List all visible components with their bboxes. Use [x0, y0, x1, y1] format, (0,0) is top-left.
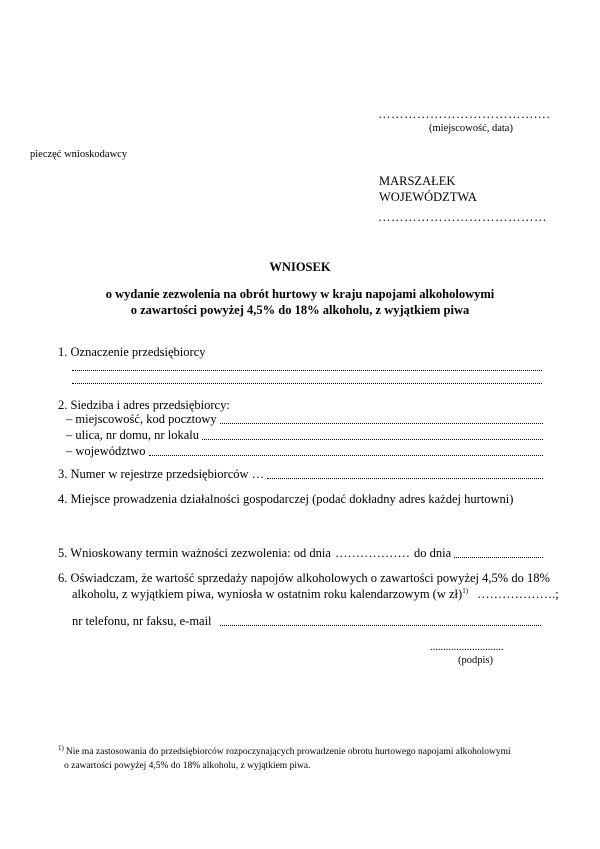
- recipient-line1: MARSZAŁEK: [379, 174, 456, 188]
- section-6-line2: [72, 586, 559, 602]
- section-1-fill-line-1[interactable]: [72, 370, 542, 372]
- section-3-row[interactable]: [58, 466, 543, 482]
- contact-fill[interactable]: [220, 624, 541, 626]
- recipient-line2: WOJEWÓDZTWA: [379, 190, 477, 204]
- section-6-line1: 6. Oświadczam, że wartość sprzedaży napojów alkoholowych o zawartości powyżej 4,5% do 18%: [58, 571, 550, 585]
- section-4-label: 4. Miejsce prowadzenia działalności gospodarczej (podać dokładny adres każdej hurtowni): [58, 492, 514, 506]
- footnote-marker: 1): [58, 743, 64, 752]
- signature-caption: (podpis): [458, 655, 493, 666]
- section-2-voivodeship-label: – województwo: [66, 444, 146, 458]
- section-5-to-label: do dnia: [413, 546, 452, 560]
- footnote-text-line1: Nie ma zastosowania do przedsiębiorców rozpoczynających prowadzenie obrotu hurtowego napojami alkoholowymi: [65, 747, 511, 757]
- document-subtitle-line1: o wydanie zezwolenia na obrót hurtowy w kraju napojami alkoholowymi: [105, 287, 495, 301]
- footnote-line2: o zawartości powyżej 4,5% do 18% alkoholu, z wyjątkiem piwa.: [64, 761, 311, 771]
- recipient-dots: …………………………………: [378, 210, 547, 224]
- document-subtitle-line2: o zawartości powyżej 4,5% do 18% alkoholu, z wyjątkiem piwa: [130, 303, 470, 317]
- section-3-fill[interactable]: [267, 477, 543, 479]
- section-3-label: 3. Numer w rejestrze przedsiębiorców …: [58, 467, 265, 481]
- section-6-footnote-ref: 1): [462, 586, 469, 595]
- section-2-city-label: – miejscowość, kod pocztowy: [66, 412, 217, 426]
- section-2-voivodeship-row[interactable]: [66, 443, 543, 459]
- footnote-line1: [58, 743, 511, 758]
- section-2-street-fill[interactable]: [202, 438, 543, 440]
- signature-dots[interactable]: ............................: [430, 642, 504, 653]
- contact-row[interactable]: [72, 613, 541, 629]
- section-5-from-dots[interactable]: ………………: [334, 546, 410, 560]
- contact-label: nr telefonu, nr faksu, e-mail: [72, 614, 212, 628]
- section-5-to-fill[interactable]: [454, 556, 543, 558]
- place-date-caption: (miejscowość, data): [429, 123, 513, 134]
- section-5-row[interactable]: [58, 545, 543, 561]
- section-1-label: 1. Oznaczenie przedsiębiorcy: [58, 345, 206, 359]
- section-2-city-row[interactable]: [66, 411, 543, 427]
- section-5-label: 5. Wnioskowany termin ważności zezwolenia: od dnia: [58, 546, 331, 560]
- stamp-label: pieczęć wnioskodawcy: [30, 149, 128, 160]
- place-date-dots: ……………………………….…: [378, 107, 551, 121]
- section-2-voivodeship-fill[interactable]: [149, 454, 544, 456]
- document-title: WNIOSEK: [269, 260, 331, 274]
- section-6-amount-dots[interactable]: ……………….;: [477, 587, 559, 601]
- section-2-city-fill[interactable]: [220, 422, 543, 424]
- section-2-street-row[interactable]: [66, 427, 543, 443]
- section-2-label: 2. Siedziba i adres przedsiębiorcy:: [58, 398, 230, 412]
- section-2-street-label: – ulica, nr domu, nr lokalu: [66, 428, 199, 442]
- section-6-line2-text: alkoholu, z wyjątkiem piwa, wyniosła w ostatnim roku kalendarzowym (w zł): [72, 587, 463, 601]
- section-1-fill-line-2[interactable]: [72, 383, 542, 385]
